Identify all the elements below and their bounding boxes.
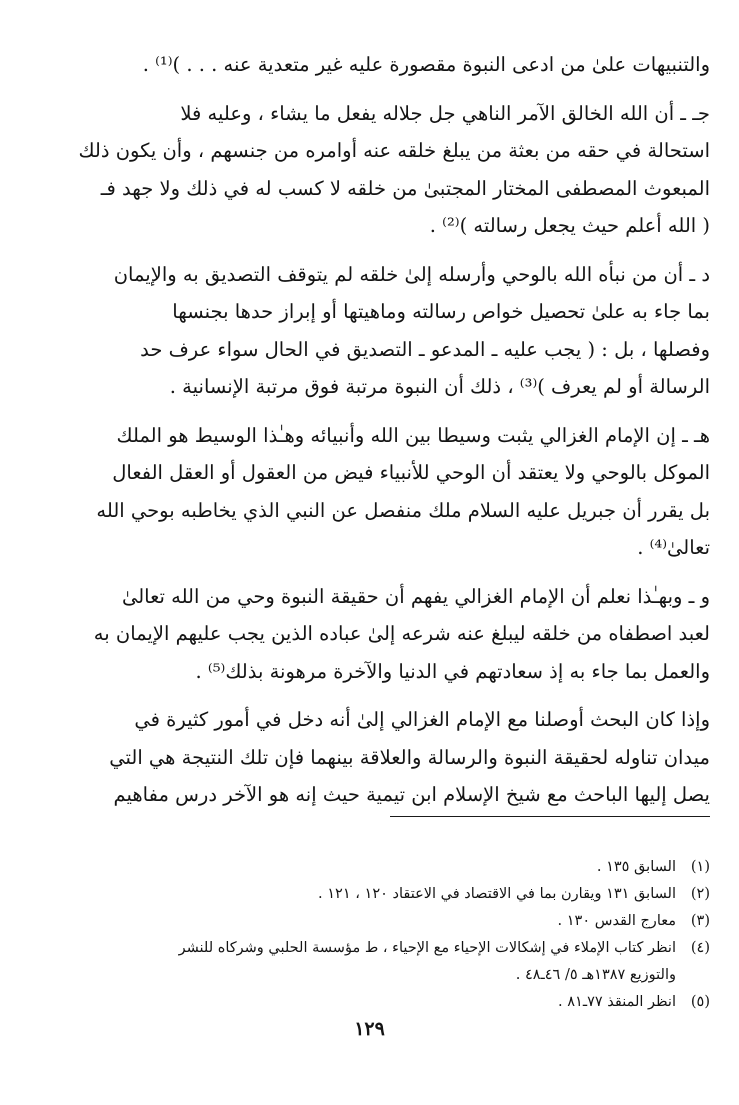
footnote-3	[58, 908, 710, 935]
footnote-line: معارج القدس ١٣٠ .	[557, 913, 676, 929]
footnotes	[58, 854, 710, 1016]
footnote-2	[58, 881, 710, 908]
text-line: وإذا كان البحث أوصلنا مع الإمام الغزالي إلىٰ أنه دخل في أمور كثيرة في	[134, 708, 710, 731]
footnote-number: (٢)	[690, 886, 710, 902]
footnote-number: (٣)	[690, 913, 710, 929]
text-line: الموكل بالوحي ولا يعتقد أن الوحي للأنبياء فيض من العقول أو العقل الفعال	[112, 461, 710, 484]
footnote-text	[58, 854, 676, 881]
text-line: بما جاء به علىٰ تحصيل خواص رسالته وماهيتها أو إبراز حدها بجنسها	[172, 300, 710, 323]
page-body	[58, 46, 710, 1010]
text-line: ( الله أعلم حيث يجعل رسالته )⁽²⁾ .	[429, 214, 710, 237]
text-line: المبعوث المصطفى المختار المجتبىٰ من خلقه لا كسب له في ذلك ولا جهد فـ	[100, 176, 710, 200]
footnote-1	[58, 854, 710, 881]
text-line: والتنبيهات علىٰ من ادعى النبوة مقصورة عليه غير متعدية عنه . . . )⁽¹⁾ .	[142, 53, 710, 76]
text-line: جـ ـ أن الله الخالق الآمر الناهي جل جلاله يفعل ما يشاء ، وعليه فلا	[180, 101, 710, 125]
text-line: و ـ وبهـٰذا نعلم أن الإمام الغزالي يفهم أن حقيقة النبوة وحي من الله تعالىٰ	[121, 584, 710, 608]
paragraph-conclusion	[58, 701, 710, 814]
text-line: بل يقرر أن جبريل عليه السلام ملك منفصل عن النبي الذي يخاطبه بوحي الله	[96, 498, 710, 522]
footnote-line: انظر كتاب الإملاء في إشكالات الإحياء مع الإحياء ، ط مؤسسة الحلبي وشركاه للنشر	[178, 940, 676, 956]
text-line: د ـ أن من نبأه الله بالوحي وأرسله إلىٰ خلقه لم يتوقف التصديق به والإيمان	[113, 262, 710, 286]
page-number: ١٢٩	[354, 1018, 385, 1040]
paragraph-continuation	[58, 46, 710, 84]
footnote-text	[58, 908, 676, 935]
text-line: ميدان تناوله لحقيقة النبوة والرسالة والعلاقة بينهما فإن تلك النتيجة هي التي	[109, 745, 710, 769]
footnote-number: (١)	[690, 859, 710, 875]
footnote-line: والتوزيع ١٣٨٧هـ ٥/ ٤٦ـ٤٨ .	[515, 967, 676, 983]
footnote-text	[58, 989, 676, 1016]
paragraph-ha	[58, 417, 710, 567]
footnote-line: السابق ١٣١ ويقارن بما في الاقتصاد في الاعتقاد ١٢٠ ، ١٢١ .	[318, 886, 676, 902]
footnote-5	[58, 989, 710, 1016]
text-line: الرسالة أو لم يعرف )⁽³⁾ ، ذلك أن النبوة مرتبة فوق مرتبة الإنسانية .	[169, 375, 710, 398]
text-line: وفصلها ، بل : ( يجب عليه ـ المدعو ـ التصديق في الحال سواء عرف حد	[140, 337, 710, 361]
text-line: استحالة في حقه من بعثة من يبلغ خلقه عنه أوامره من جنسهم ، وأن يكون ذلك	[78, 139, 710, 162]
text-line: تعالىٰ⁽⁴⁾ .	[637, 536, 710, 559]
footnote-number: (٥)	[690, 994, 710, 1010]
footnote-number: (٤)	[690, 940, 710, 956]
footnote-line: انظر المنقذ ٧٧ـ٨١ .	[558, 994, 676, 1010]
text-line: يصل إليها الباحث مع شيخ الإسلام ابن تيمية حيث إنه هو الآخر درس مفاهيم	[113, 783, 710, 806]
footnote-divider	[390, 816, 710, 817]
paragraph-jim	[58, 95, 710, 245]
text-line: والعمل بما جاء به إذ سعادتهم في الدنيا والآخرة مرهونة بذلك⁽⁵⁾ .	[195, 659, 710, 683]
text-line: هـ ـ إن الإمام الغزالي يثبت وسيطا بين الله وأنبيائه وهـٰذا الوسيط هو الملك	[116, 423, 710, 447]
paragraph-waw	[58, 578, 710, 691]
paragraph-dal	[58, 256, 710, 406]
footnote-4	[58, 935, 710, 989]
text-line: لعبد اصطفاه من خلقه ليبلغ عنه شرعه إلىٰ عباده الذين يجب عليهم الإيمان به	[93, 622, 710, 645]
footnote-line: السابق ١٣٥ .	[596, 859, 676, 875]
footnote-text	[58, 881, 676, 908]
footnote-text	[58, 935, 676, 989]
